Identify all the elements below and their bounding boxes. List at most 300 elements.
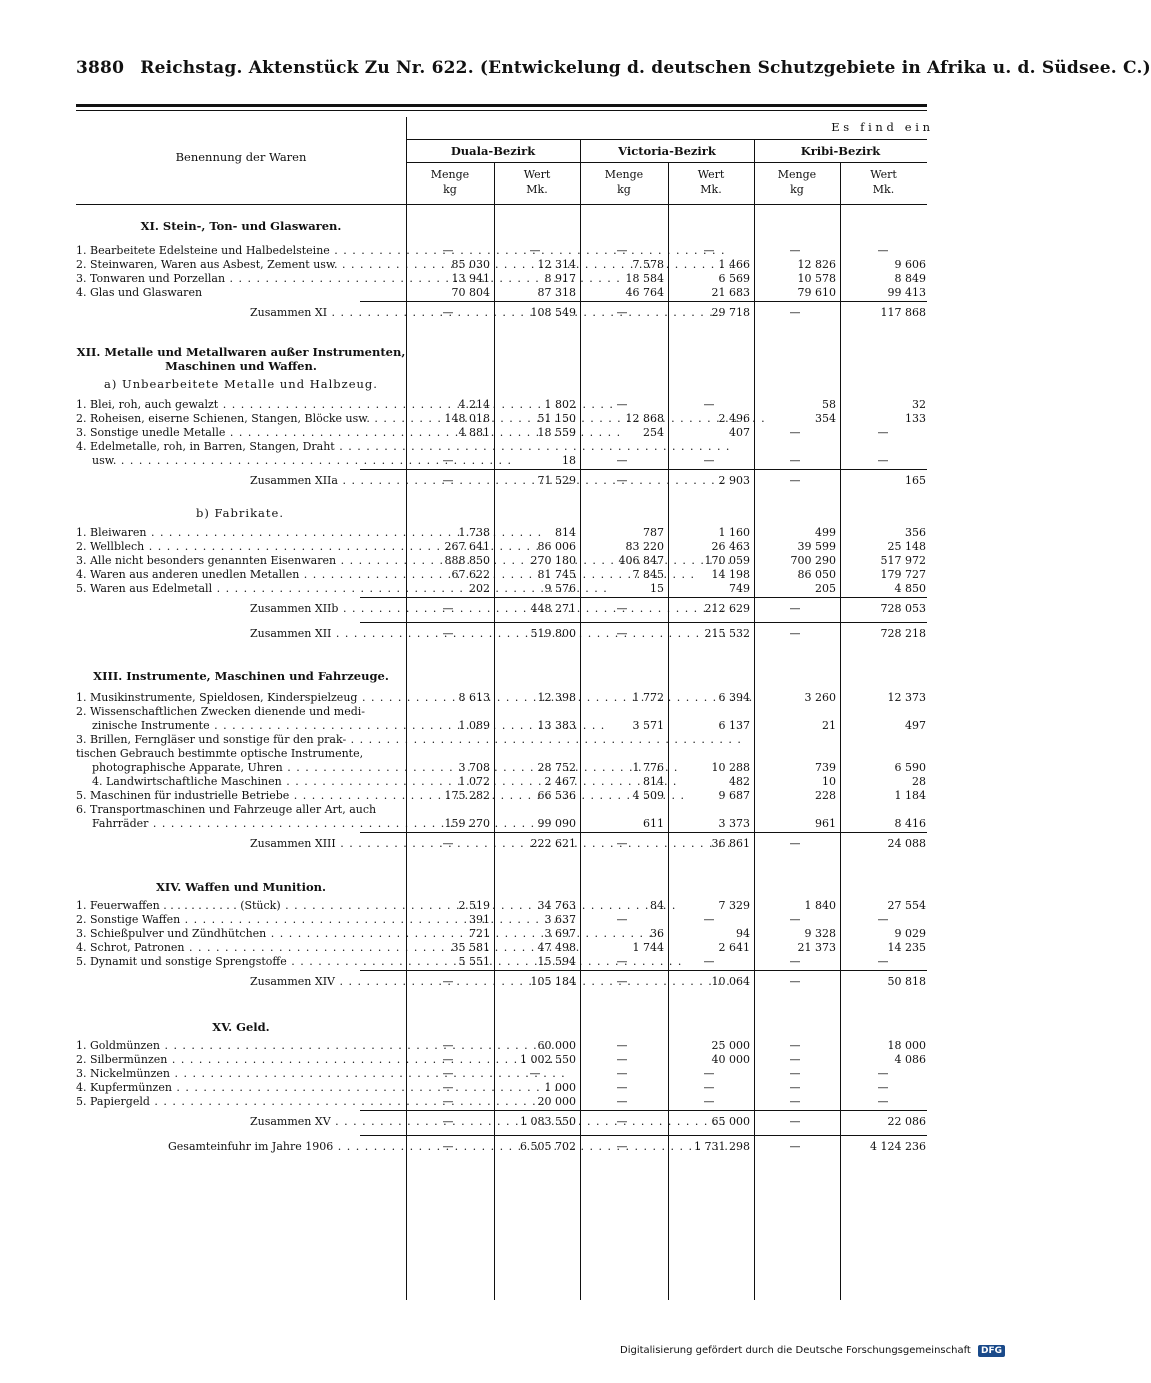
table-cell: 32 [912,398,926,411]
table-cell: — [789,1067,801,1080]
table-cell: 499 [815,526,836,539]
subtotal-rule [360,469,927,470]
table-cell: 1 184 [894,789,926,802]
table-cell: — [616,474,628,487]
table-cell: — [616,975,628,988]
row-label: photographische Apparate, Uhren . . . [92,761,402,774]
table-cell: 2 496 [718,412,750,425]
table-cell: — [789,1115,801,1128]
table-cell: 25 148 [887,540,926,553]
table-cell: 1 160 [718,526,750,539]
table-cell: 51 150 [537,412,576,425]
table-cell: 165 [905,474,926,487]
table-cell: 18 584 [625,272,664,285]
row-label: zinische Instrumente . . . [92,719,402,732]
table-cell: — [442,1053,454,1066]
table-cell: 482 [729,775,750,788]
table-cell: — [703,913,715,926]
table-cell: 70 804 [451,286,490,299]
table-cell: — [442,1115,454,1128]
section-title-xv: XV. Geld. [212,1020,270,1034]
table-cell: — [616,1039,628,1052]
table-cell: 212 629 [704,602,750,615]
table-cell: 8 613 [458,691,490,704]
table-cell: 22 086 [887,1115,926,1128]
subtotal-rule [360,832,927,833]
table-cell: — [442,975,454,988]
table-cell: 14 235 [887,941,926,954]
table-cell: 12 373 [887,691,926,704]
table-cell: 1 772 [632,691,664,704]
label-wert: Wert [870,168,897,181]
district-duala: Duala-Bezirk [450,144,536,158]
table-cell: — [789,1039,801,1052]
table-cell: — [789,1053,801,1066]
section-title-xii-cont: Maschinen und Waffen. [165,359,317,373]
table-cell: 3 260 [804,691,836,704]
table-cell: 356 [905,526,926,539]
table-cell: — [877,426,889,439]
label-kg: kg [443,183,457,196]
table-cell: 787 [643,526,664,539]
table-cell: 7 578 [632,258,664,271]
row-label: 4. Landwirtschaftliche Maschinen . . . [92,775,402,788]
table-cell: 18 [562,454,576,467]
table-cell: 175 282 [444,789,490,802]
sub-wert-2 [668,167,754,197]
sub-wert-3 [840,167,927,197]
digitization-footer [620,1345,1005,1357]
table-cell: — [616,1053,628,1066]
table-cell: 58 [822,398,836,411]
table-cell: — [789,1095,801,1108]
table-cell: 39 599 [797,540,836,553]
header-rule-thin [76,110,927,111]
table-cell: 108 549 [530,306,576,319]
table-cell: — [789,975,801,988]
table-cell: — [877,955,889,968]
table-cell: 87 318 [537,286,576,299]
table-cell: — [789,426,801,439]
table-cell: 1 738 [458,526,490,539]
table-cell: — [877,454,889,467]
row-label: 2. Wellblech . . . [76,540,402,553]
table-cell: — [616,627,628,640]
table-cell: 21 683 [711,286,750,299]
row-label: usw. . . . [92,454,402,467]
table-cell: 84 [650,899,664,912]
table-cell: — [616,398,628,411]
sub-wert-1 [494,167,580,197]
sub-menge-3 [754,167,840,197]
table-cell: — [442,1039,454,1052]
table-cell: 406 847 [618,554,664,567]
section-title-xiii: XIII. Instrumente, Maschinen und Fahrzeuge. [93,669,389,683]
table-cell: — [442,1140,454,1153]
subtotal-label: Zusammen XV . . . [250,1115,406,1128]
section-title-xiv: XIV. Waffen und Munition. [155,880,326,894]
table-cell: 10 [822,775,836,788]
subtotal-label: Zusammen XI . . . [250,306,406,319]
table-cell: — [789,306,801,319]
row-label: 2. Steinwaren, Waren aus Asbest, Zement usw. . . . [76,258,402,271]
table-cell: 4 214 [458,398,490,411]
table-cell: 66 536 [537,789,576,802]
table-cell: — [442,454,454,467]
table-cell: 21 373 [797,941,836,954]
table-cell: — [616,1115,628,1128]
row-label: 4. Waren aus anderen unedlen Metallen . . . [76,568,402,581]
table-cell: 519 800 [530,627,576,640]
row-label: 1. Goldmünzen . . . [76,1039,402,1052]
row-label: 5. Maschinen für industrielle Betriebe . . . [76,789,402,802]
table-cell: 728 218 [880,627,926,640]
table-cell: — [442,474,454,487]
table-cell: — [442,837,454,850]
table-cell: 36 [650,927,664,940]
table-cell: — [703,1067,715,1080]
table-cell: 497 [905,719,926,732]
row-label: 3. Brillen, Ferngläser und sonstige für den prak- . . . [76,733,402,746]
table-cell: — [442,1095,454,1108]
table-cell: 7 329 [718,899,750,912]
table-cell: — [616,454,628,467]
table-cell: — [789,913,801,926]
table-cell: 749 [729,582,750,595]
row-label: 3. Nickelmünzen . . . [76,1067,402,1080]
table-cell: 354 [815,412,836,425]
table-cell: — [789,837,801,850]
district-rule [406,162,927,163]
table-cell: 28 752 [537,761,576,774]
table-cell: 9 328 [804,927,836,940]
row-label: 5. Waren aus Edelmetall . . . [76,582,402,595]
table-cell: — [789,955,801,968]
subtotal-rule [360,1135,927,1136]
table-cell: 6 590 [894,761,926,774]
table-cell: — [442,627,454,640]
row-label: 3. Schießpulver und Zündhütchen . . . [76,927,402,940]
table-cell: 270 180 [530,554,576,567]
table-cell: — [789,1081,801,1094]
table-cell: 15 [650,582,664,595]
table-cell: 12 826 [797,258,836,271]
row-label: 6. Transportmaschinen und Fahrzeuge aller Art, auch [76,803,377,816]
row-label: 2. Silbermünzen . . . [76,1053,402,1066]
table-cell: 133 [905,412,926,425]
table-cell: — [703,955,715,968]
row-label: 3. Tonwaren und Porzellan . . . [76,272,402,285]
table-head-rule [76,204,927,205]
table-cell: 2 641 [718,941,750,954]
row-label: 3. Alle nicht besonders genannten Eisenwaren . . . [76,554,402,567]
table-cell: 83 220 [625,540,664,553]
row-label: 1. Blei, roh, auch gewalzt . . . [76,398,402,411]
table-cell: 3 571 [632,719,664,732]
table-cell: 202 [469,582,490,595]
table-cell: 1 466 [718,258,750,271]
table-cell: 50 818 [887,975,926,988]
table-cell: 1 776 [632,761,664,774]
table-cell: 159 270 [444,817,490,830]
table-cell: — [877,1095,889,1108]
table-cell: — [789,627,801,640]
table-cell: — [616,1067,628,1080]
table-cell: — [616,1095,628,1108]
table-cell: — [789,602,801,615]
table-cell: — [442,602,454,615]
table-cell: 86 006 [537,540,576,553]
table-cell: — [529,1067,541,1080]
row-label: 4. Edelmetalle, roh, in Barren, Stangen, Draht . . . [76,440,402,453]
subtotal-label: Zusammen XIII . . . [250,837,406,850]
table-cell: 10 578 [797,272,836,285]
table-cell: 407 [729,426,750,439]
section-title-xi: XI. Stein-, Ton- und Glaswaren. [140,219,342,233]
banner-es-sind-ein: E s f i n d e i n [831,120,930,134]
table-cell: — [616,306,628,319]
table-cell: 739 [815,761,836,774]
table-cell: 1 731 298 [694,1140,750,1153]
table-cell: 3 697 [544,927,576,940]
banner-rule [406,139,927,140]
table-cell: — [529,244,541,257]
row-label: Fahrräder . . . [92,817,402,830]
table-cell: 47 498 [537,941,576,954]
table-cell: 9 606 [894,258,926,271]
table-cell: 215 532 [704,627,750,640]
row-label: 5. Dynamit und sonstige Sprengstoffe . . . [76,955,402,968]
table-cell: 611 [643,817,664,830]
table-cell: 26 463 [711,540,750,553]
table-cell: 9 029 [894,927,926,940]
subtotal-rule [360,970,927,971]
table-cell: 24 088 [887,837,926,850]
subtotal-rule [360,622,927,623]
table-cell: 6 137 [718,719,750,732]
table-cell: 99 090 [537,817,576,830]
table-cell: 179 727 [880,568,926,581]
table-cell: 12 314 [537,258,576,271]
row-label: 1. Bearbeitete Edelsteine und Halbedelsteine . . . [76,244,402,257]
subsection-title-xiia: a) Unbearbeitete Metalle und Halbzeug. [104,377,378,391]
row-label: 2. Roheisen, eiserne Schienen, Stangen, Blöcke usw. . . . [76,412,402,425]
table-cell: 1 840 [804,899,836,912]
row-label: 4. Kupfermünzen . . . [76,1081,402,1094]
table-cell: 6 569 [718,272,750,285]
table-cell: 18 559 [537,426,576,439]
table-cell: 4 086 [894,1053,926,1066]
subtotal-label: Zusammen XII . . . [250,627,406,640]
table-cell: 13 941 [451,272,490,285]
label-mk: Mk. [526,183,548,196]
table-cell: — [703,398,715,411]
table-cell: 34 763 [537,899,576,912]
sub-menge-1 [406,167,494,197]
table-cell: — [442,1081,454,1094]
table-cell: 94 [736,927,750,940]
label-menge: Menge [777,168,817,181]
table-cell: — [877,913,889,926]
table-cell: 65 000 [711,1115,750,1128]
table-cell: 12 868 [625,412,664,425]
row-label: 1. Feuerwaffen . . . . . . . . . . . (Stück) . . . [76,899,402,912]
table-cell: 2 519 [458,899,490,912]
table-cell: 10 064 [711,975,750,988]
table-cell: 9 576 [544,582,576,595]
table-cell: 4 509 [632,789,664,802]
table-cell: 728 053 [880,602,926,615]
table-cell: 700 290 [790,554,836,567]
table-cell: — [616,1140,628,1153]
table-cell: — [442,1067,454,1080]
table-cell: 71 529 [537,474,576,487]
table-cell: 148 018 [444,412,490,425]
table-cell: 67 622 [451,568,490,581]
table-cell: 8 416 [894,817,926,830]
table-cell: 961 [815,817,836,830]
row-label: 4. Schrot, Patronen . . . [76,941,402,954]
row-label: 1. Musikinstrumente, Spieldosen, Kinderspielzeug . . . [76,691,402,704]
table-cell: — [703,1095,715,1108]
table-cell: 721 [469,927,490,940]
dfg-logo: DFG [978,1345,1005,1357]
sub-menge-2 [580,167,668,197]
table-cell: 1 089 [458,719,490,732]
page-number: 3880 [76,58,125,78]
col-header-goods: Benennung der Waren [175,150,307,164]
table-cell: — [877,1067,889,1080]
table-cell: 25 000 [711,1039,750,1052]
label-kg: kg [790,183,804,196]
table-cell: — [789,1140,801,1153]
table-cell: 79 610 [797,286,836,299]
table-cell: 28 [912,775,926,788]
table-cell: 3 373 [718,817,750,830]
table-cell: 1 000 [544,1081,576,1094]
subtotal-rule [360,597,927,598]
subtotal-rule [360,301,927,302]
table-cell: — [877,244,889,257]
table-cell: 888 850 [444,554,490,567]
row-label: 2. Sonstige Waffen . . . [76,913,402,926]
table-cell: — [616,837,628,850]
row-label: 1. Bleiwaren . . . [76,526,402,539]
table-cell: 205 [815,582,836,595]
table-cell: 6 394 [718,691,750,704]
table-cell: 1 802 [544,398,576,411]
label-menge: Menge [604,168,644,181]
table-cell: 3 708 [458,761,490,774]
row-label: tischen Gebrauch bestimmte optische Instrumente, [76,747,364,760]
running-header [76,58,1151,90]
table-cell: 7 845 [632,568,664,581]
table-cell: 36 861 [711,837,750,850]
label-mk: Mk. [872,183,895,196]
table-cell: 15 594 [537,955,576,968]
table-cell: 81 745 [537,568,576,581]
table-cell: 170 059 [704,554,750,567]
table-cell: 4 881 [458,426,490,439]
label-kg: kg [617,183,631,196]
subtotal-label: Zusammen XIV . . . [250,975,406,988]
table-cell: 391 [469,913,490,926]
table-cell: 21 [822,719,836,732]
table-cell: 46 764 [625,286,664,299]
subtotal-rule [360,1110,927,1111]
district-victoria: Victoria-Bezirk [618,144,716,158]
table-cell: 13 383 [537,719,576,732]
table-cell: — [442,244,454,257]
table-cell: — [703,1081,715,1094]
table-cell: — [616,1081,628,1094]
table-cell: 85 030 [451,258,490,271]
label-mk: Mk. [700,183,722,196]
table-cell: 2 903 [718,474,750,487]
table-cell: — [616,955,628,968]
label-wert: Wert [523,168,551,181]
table-cell: 8 849 [894,272,926,285]
table-cell: 814 [555,526,576,539]
table-cell: 254 [643,426,664,439]
table-cell: — [703,454,715,467]
table-cell: 4 124 236 [870,1140,926,1153]
table-cell: 3 637 [544,913,576,926]
table-cell: 29 718 [711,306,750,319]
table-cell: 105 184 [530,975,576,988]
table-cell: 2 467 [544,775,576,788]
label-menge: Menge [430,168,470,181]
table-cell: 86 050 [797,568,836,581]
table-cell: 10 288 [711,761,750,774]
subsection-title-xiib: b) Fabrikate. [195,506,284,520]
table-cell: — [616,913,628,926]
table-cell: — [703,244,715,257]
table-cell: 6 505 702 [520,1140,576,1153]
table-cell: 814 [643,775,664,788]
table-cell: 35 581 [451,941,490,954]
table-cell: 12 398 [537,691,576,704]
district-kribi: Kribi-Bezirk [800,144,881,158]
table-cell: 8 917 [544,272,576,285]
table-cell: — [616,602,628,615]
table-cell: 40 000 [711,1053,750,1066]
table-cell: — [877,1081,889,1094]
table-cell: — [442,306,454,319]
table-cell: 1 083 550 [520,1115,576,1128]
table-cell: 27 554 [887,899,926,912]
header-rule-thick [76,104,927,107]
row-label: 2. Wissenschaftlichen Zwecken dienende und medi- [76,705,366,718]
table-cell: 99 413 [887,286,926,299]
row-label: 3. Sonstige unedle Metalle . . . [76,426,402,439]
row-label: 4. Glas und Glaswaren [76,286,203,299]
table-cell: 60 000 [537,1039,576,1052]
running-title: Reichstag. Aktenstück Zu Nr. 622. (Entwickelung d. deutschen Schutzgebiete in Afrika u. d. Südsee. C.) [140,58,1151,78]
section-title-xii: XII. Metalle und Metallwaren außer Instrumenten, [76,345,406,359]
table-cell: 14 198 [711,568,750,581]
table-cell: 4 850 [894,582,926,595]
table-cell: — [789,244,801,257]
table-cell: 448 271 [530,602,576,615]
table-cell: 1 072 [458,775,490,788]
table-cell: 228 [815,789,836,802]
table-cell: 267 641 [444,540,490,553]
row-label: 5. Papiergeld . . . [76,1095,402,1108]
table-cell: — [789,474,801,487]
label-wert: Wert [697,168,725,181]
table-cell: — [789,454,801,467]
